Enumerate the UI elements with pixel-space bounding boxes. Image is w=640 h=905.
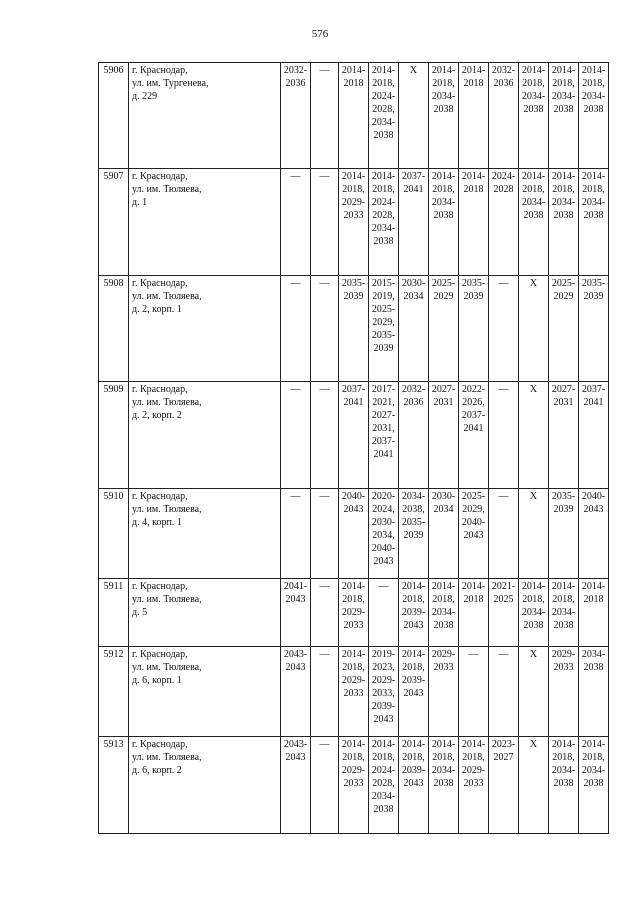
schedule-value: X xyxy=(409,65,418,76)
address-text: г. Краснодар, ул. им. Тюляева, д. 6, корп. 1 xyxy=(132,649,202,686)
schedule-cell xyxy=(339,579,369,647)
schedule-value: 2035- 2039 xyxy=(581,278,606,302)
schedule-cell xyxy=(399,647,429,737)
address-text: г. Краснодар, ул. им. Тюляева, д. 4, корп. 1 xyxy=(132,491,202,528)
schedule-value: X xyxy=(529,491,538,502)
address-text: г. Краснодар, ул. им. Тюляева, д. 2, корп. 1 xyxy=(132,278,202,315)
schedule-cell xyxy=(311,169,339,276)
schedule-cell xyxy=(369,276,399,382)
schedule-cell xyxy=(459,169,489,276)
schedule-cell xyxy=(489,276,519,382)
schedule-cell xyxy=(459,647,489,737)
schedule-cell xyxy=(429,647,459,737)
schedule-value: 2014- 2018 xyxy=(461,171,486,195)
schedule-value: X xyxy=(529,278,538,289)
schedule-cell xyxy=(399,169,429,276)
schedule-cell xyxy=(549,647,579,737)
schedule-value: 2030- 2034 xyxy=(431,491,456,515)
schedule-value: 2037- 2041 xyxy=(401,171,426,195)
schedule-cell xyxy=(519,63,549,169)
row-number: 5909 xyxy=(99,382,129,489)
schedule-cell xyxy=(281,579,311,647)
schedule-value: 2014- 2018, 2024- 2028, 2034- 2038 xyxy=(371,171,396,247)
address-cell xyxy=(129,579,281,647)
schedule-cell xyxy=(281,489,311,579)
schedule-cell xyxy=(519,737,549,834)
address-text: г. Краснодар, ул. им. Тюляева, д. 1 xyxy=(132,171,202,208)
schedule-value: 2022- 2026, 2037- 2041 xyxy=(461,384,486,434)
schedule-cell xyxy=(519,647,549,737)
schedule-cell xyxy=(519,579,549,647)
schedule-cell xyxy=(549,382,579,489)
schedule-value: — xyxy=(319,278,330,289)
address-text: г. Краснодар, ул. им. Тюляева, д. 2, корп. 2 xyxy=(132,384,202,421)
schedule-cell xyxy=(489,737,519,834)
address-cell xyxy=(129,647,281,737)
schedule-value: 2014- 2018, 2034- 2038 xyxy=(581,65,606,115)
schedule-value: 2014- 2018 xyxy=(341,65,366,89)
schedule-cell xyxy=(399,579,429,647)
schedule-cell xyxy=(429,737,459,834)
schedule-cell xyxy=(519,489,549,579)
schedule-value: — xyxy=(290,278,301,289)
table-row xyxy=(99,382,609,489)
schedule-value: 2029- 2033 xyxy=(551,649,576,673)
schedule-value: — xyxy=(319,491,330,502)
schedule-cell xyxy=(311,276,339,382)
schedule-value: 2014- 2018, 2029- 2033 xyxy=(461,739,486,789)
schedule-value: — xyxy=(498,649,509,660)
schedule-value: 2041- 2043 xyxy=(283,581,308,605)
schedule-value: 2030- 2034 xyxy=(401,278,426,302)
schedule-cell xyxy=(579,276,609,382)
schedule-value: 2014- 2018, 2034- 2038 xyxy=(581,171,606,221)
schedule-cell xyxy=(369,382,399,489)
schedule-cell xyxy=(399,276,429,382)
schedule-cell xyxy=(549,737,579,834)
address-cell xyxy=(129,276,281,382)
schedule-cell xyxy=(579,63,609,169)
housing-repair-schedule-table xyxy=(98,62,609,834)
row-number: 5907 xyxy=(99,169,129,276)
schedule-cell xyxy=(489,382,519,489)
schedule-value: 2014- 2018, 2029- 2033 xyxy=(341,171,366,221)
schedule-cell xyxy=(429,579,459,647)
schedule-cell xyxy=(459,489,489,579)
schedule-cell xyxy=(549,63,579,169)
schedule-cell xyxy=(549,579,579,647)
schedule-value: 2014- 2018, 2034- 2038 xyxy=(551,171,576,221)
schedule-cell xyxy=(489,169,519,276)
address-text: г. Краснодар, ул. им. Тургенева, д. 229 xyxy=(132,65,209,102)
schedule-value: 2025- 2029, 2040- 2043 xyxy=(461,491,486,541)
schedule-cell xyxy=(339,276,369,382)
schedule-value: 2014- 2018, 2029- 2033 xyxy=(341,649,366,699)
schedule-value: 2014- 2018, 2034- 2038 xyxy=(521,65,546,115)
row-number: 5913 xyxy=(99,737,129,834)
schedule-cell xyxy=(311,737,339,834)
schedule-value: 2025- 2029 xyxy=(551,278,576,302)
schedule-value: 2014- 2018 xyxy=(581,581,606,605)
schedule-value: 2014- 2018, 2034- 2038 xyxy=(551,739,576,789)
table-row xyxy=(99,489,609,579)
schedule-cell xyxy=(549,489,579,579)
schedule-cell xyxy=(399,382,429,489)
schedule-value: 2035- 2039 xyxy=(461,278,486,302)
schedule-cell xyxy=(311,489,339,579)
schedule-value: 2014- 2018, 2034- 2038 xyxy=(581,739,606,789)
table-row xyxy=(99,276,609,382)
schedule-cell xyxy=(339,63,369,169)
schedule-value: 2023- 2027 xyxy=(491,739,516,763)
schedule-value: 2014- 2018, 2039- 2043 xyxy=(401,649,426,699)
schedule-value: 2034- 2038, 2035- 2039 xyxy=(401,491,426,541)
table-row xyxy=(99,579,609,647)
schedule-cell xyxy=(579,647,609,737)
schedule-cell xyxy=(549,169,579,276)
schedule-cell xyxy=(429,63,459,169)
schedule-cell xyxy=(399,489,429,579)
schedule-value: 2014- 2018 xyxy=(461,65,486,89)
schedule-cell xyxy=(489,579,519,647)
schedule-cell xyxy=(281,276,311,382)
schedule-value: 2032- 2036 xyxy=(283,65,308,89)
schedule-cell xyxy=(519,169,549,276)
schedule-value: 2025- 2029 xyxy=(431,278,456,302)
schedule-value: X xyxy=(529,384,538,395)
schedule-cell xyxy=(579,579,609,647)
page-number: 576 xyxy=(311,28,329,40)
schedule-cell xyxy=(281,647,311,737)
schedule-value: 2037- 2041 xyxy=(341,384,366,408)
schedule-value: — xyxy=(319,65,330,76)
schedule-value: 2014- 2018, 2034- 2038 xyxy=(551,581,576,631)
schedule-cell xyxy=(339,489,369,579)
address-cell xyxy=(129,489,281,579)
schedule-value: 2040- 2043 xyxy=(341,491,366,515)
schedule-value: — xyxy=(319,171,330,182)
schedule-value: 2014- 2018, 2029- 2033 xyxy=(341,581,366,631)
schedule-value: — xyxy=(468,649,479,660)
schedule-cell xyxy=(429,276,459,382)
schedule-value: 2029- 2033 xyxy=(431,649,456,673)
schedule-value: 2037- 2041 xyxy=(581,384,606,408)
schedule-value: — xyxy=(319,649,330,660)
schedule-cell xyxy=(339,382,369,489)
schedule-cell xyxy=(369,169,399,276)
table-row xyxy=(99,647,609,737)
address-cell xyxy=(129,63,281,169)
schedule-value: 2014- 2018, 2029- 2033 xyxy=(341,739,366,789)
schedule-value: — xyxy=(290,171,301,182)
schedule-cell xyxy=(281,382,311,489)
schedule-value: 2014- 2018, 2024- 2028, 2034- 2038 xyxy=(371,65,396,141)
schedule-cell xyxy=(369,579,399,647)
schedule-cell xyxy=(579,169,609,276)
schedule-cell xyxy=(459,579,489,647)
schedule-value: 2032- 2036 xyxy=(491,65,516,89)
schedule-cell xyxy=(579,737,609,834)
table-row xyxy=(99,737,609,834)
schedule-cell xyxy=(459,276,489,382)
schedule-value: X xyxy=(529,739,538,750)
schedule-value: 2014- 2018, 2034- 2038 xyxy=(551,65,576,115)
schedule-cell xyxy=(281,737,311,834)
schedule-value: — xyxy=(498,491,509,502)
schedule-value: 2014- 2018, 2039- 2043 xyxy=(401,739,426,789)
schedule-cell xyxy=(311,63,339,169)
schedule-cell xyxy=(489,489,519,579)
schedule-value: — xyxy=(319,384,330,395)
schedule-value: 2014- 2018, 2034- 2038 xyxy=(521,171,546,221)
schedule-value: 2014- 2018, 2039- 2043 xyxy=(401,581,426,631)
schedule-cell xyxy=(369,647,399,737)
schedule-value: 2035- 2039 xyxy=(551,491,576,515)
address-cell xyxy=(129,382,281,489)
schedule-cell xyxy=(459,382,489,489)
schedule-value: — xyxy=(319,739,330,750)
schedule-value: — xyxy=(498,384,509,395)
schedule-cell xyxy=(459,737,489,834)
schedule-cell xyxy=(429,169,459,276)
schedule-value: — xyxy=(290,384,301,395)
schedule-value: — xyxy=(498,278,509,289)
schedule-value: 2020- 2024, 2030- 2034, 2040- 2043 xyxy=(371,491,396,567)
schedule-value: 2032- 2036 xyxy=(401,384,426,408)
row-number: 5912 xyxy=(99,647,129,737)
schedule-cell xyxy=(339,737,369,834)
address-cell xyxy=(129,169,281,276)
table-row xyxy=(99,63,609,169)
schedule-value: 2014- 2018 xyxy=(461,581,486,605)
schedule-cell xyxy=(519,276,549,382)
schedule-value: 2043- 2043 xyxy=(283,649,308,673)
schedule-cell xyxy=(369,63,399,169)
schedule-value: 2017- 2021, 2027- 2031, 2037- 2041 xyxy=(371,384,396,460)
schedule-cell xyxy=(369,737,399,834)
schedule-cell xyxy=(519,382,549,489)
address-text: г. Краснодар, ул. им. Тюляева, д. 6, корп. 2 xyxy=(132,739,202,776)
schedule-cell xyxy=(459,63,489,169)
schedule-cell xyxy=(311,579,339,647)
row-number: 5911 xyxy=(99,579,129,647)
schedule-cell xyxy=(281,63,311,169)
schedule-cell xyxy=(489,63,519,169)
schedule-cell xyxy=(311,647,339,737)
schedule-value: 2014- 2018, 2024- 2028, 2034- 2038 xyxy=(371,739,396,815)
schedule-value: 2043- 2043 xyxy=(283,739,308,763)
schedule-value: 2027- 2031 xyxy=(431,384,456,408)
schedule-cell xyxy=(369,489,399,579)
schedule-cell xyxy=(311,382,339,489)
schedule-cell xyxy=(489,647,519,737)
schedule-value: X xyxy=(529,649,538,660)
schedule-value: 2019- 2023, 2029- 2033, 2039- 2043 xyxy=(371,649,396,725)
schedule-cell xyxy=(579,489,609,579)
schedule-value: 2035- 2039 xyxy=(341,278,366,302)
schedule-value: 2034- 2038 xyxy=(581,649,606,673)
schedule-value: — xyxy=(378,581,389,592)
schedule-cell xyxy=(429,382,459,489)
schedule-cell xyxy=(429,489,459,579)
schedule-value: 2014- 2018, 2034- 2038 xyxy=(431,65,456,115)
schedule-value: 2040- 2043 xyxy=(581,491,606,515)
schedule-value: — xyxy=(319,581,330,592)
table-row xyxy=(99,169,609,276)
schedule-value: 2014- 2018, 2034- 2038 xyxy=(431,581,456,631)
schedule-value: — xyxy=(290,491,301,502)
schedule-cell xyxy=(549,276,579,382)
schedule-cell xyxy=(399,63,429,169)
address-cell xyxy=(129,737,281,834)
schedule-cell xyxy=(339,647,369,737)
schedule-cell xyxy=(339,169,369,276)
schedule-value: 2014- 2018, 2034- 2038 xyxy=(521,581,546,631)
schedule-value: 2024- 2028 xyxy=(491,171,516,195)
schedule-value: 2014- 2018, 2034- 2038 xyxy=(431,171,456,221)
schedule-value: 2027- 2031 xyxy=(551,384,576,408)
row-number: 5910 xyxy=(99,489,129,579)
schedule-cell xyxy=(579,382,609,489)
schedule-value: 2021- 2025 xyxy=(491,581,516,605)
row-number: 5906 xyxy=(99,63,129,169)
schedule-cell xyxy=(399,737,429,834)
row-number: 5908 xyxy=(99,276,129,382)
schedule-value: 2014- 2018, 2034- 2038 xyxy=(431,739,456,789)
schedule-value: 2015- 2019, 2025- 2029, 2035- 2039 xyxy=(371,278,396,354)
schedule-cell xyxy=(281,169,311,276)
address-text: г. Краснодар, ул. им. Тюляева, д. 5 xyxy=(132,581,202,618)
